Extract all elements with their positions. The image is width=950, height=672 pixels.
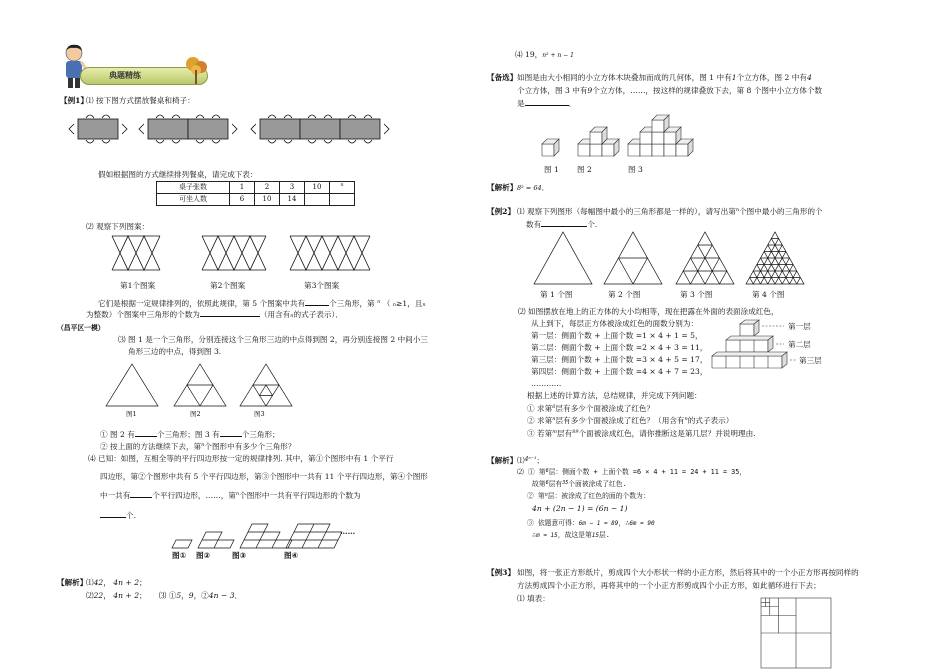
text: 为整数）个图案中三角形的个数为 xyxy=(86,310,200,319)
math: n² + n − 1 xyxy=(542,52,574,59)
math: 8² = 64 xyxy=(517,184,542,192)
math: 4ⁿ⁻¹ xyxy=(524,456,537,463)
subdivided-triangle xyxy=(604,232,662,284)
math: 4n + (2n − 1) = (6n − 1) xyxy=(532,504,628,513)
math: 1 xyxy=(731,73,737,82)
text: ③ 依题意可得： xyxy=(527,519,579,527)
text: 如图是由大小相同的小立方体木块叠加而成的几何体，图 1 中有 xyxy=(517,73,732,82)
math-var: n xyxy=(422,302,426,308)
example-1-q4-line2: 四边形，第②个图形中共有 5 个平行四边形，第③个图形中一共有 11 个平行四边形，第④个图形 xyxy=(100,472,428,481)
tri-caption: 图1 xyxy=(126,410,137,418)
table-row xyxy=(157,194,355,206)
text: ⑷ 19， xyxy=(515,50,543,59)
example-1-q2-line2 xyxy=(86,310,343,319)
text: 个图形中一共有平行四边形的个数为 xyxy=(239,491,361,500)
ex2-caption: 第 3 个图 xyxy=(680,290,713,299)
table-cell: 2 xyxy=(255,182,280,194)
stacked-cubes-figure xyxy=(538,108,698,160)
backup-label: 【备选】 xyxy=(487,73,518,82)
text: 是 xyxy=(517,99,525,108)
text: （ xyxy=(382,299,391,308)
para-caption: 图④ xyxy=(284,551,299,560)
subdivided-triangle xyxy=(746,232,804,284)
math: 9 xyxy=(188,591,194,600)
table-cell: n xyxy=(330,182,355,194)
example-1-question-2: ⑵ 观察下列图案： xyxy=(86,222,150,231)
text: ，且 xyxy=(407,299,423,308)
answer-label: 【解析】 xyxy=(57,578,88,587)
math-var: n xyxy=(290,313,294,319)
example-1-q3-line1: ⑶ 图 1 是一个三角形，分别连接这个三角形三边的中点得到图 2，再分别连接图 2 中间小三 xyxy=(118,335,428,344)
example-2-q2-line-1: ⑵ 如图摆放在地上的正方体的大小均相等，现在把露在外面的表面涂成红色， xyxy=(518,307,779,316)
text: 故第 xyxy=(532,480,546,488)
cube-caption: 图 3 xyxy=(628,165,643,174)
example-2-q2-sub-1 xyxy=(527,404,654,413)
text: 个三角形；图 3 有 xyxy=(156,430,220,439)
text: 个图形中有多少个三角形？ xyxy=(204,442,296,451)
math: 6m = 90 xyxy=(629,520,655,527)
layer-line: 第二层：侧面个数 + 上面个数 =2 × 4 + 3 = 11， xyxy=(531,343,708,352)
example-2-answer-5 xyxy=(532,504,627,513)
text: ； xyxy=(536,456,545,465)
subdivided-triangle xyxy=(534,232,592,284)
example-1-q2-line1 xyxy=(98,299,426,308)
example-3-line-3: ⑴ 填表： xyxy=(517,594,550,603)
example-2-q2-sub-3 xyxy=(527,429,756,438)
text: ， xyxy=(103,591,111,600)
text: ⑵ ① 第 xyxy=(517,468,546,476)
ex2-caption: 第 2 个图 xyxy=(608,290,641,299)
text: ⑴ xyxy=(86,578,94,587)
answer-line-1 xyxy=(86,578,147,587)
cube-caption: 图 1 xyxy=(544,165,559,174)
example-2-answer-6 xyxy=(527,519,655,528)
example-2-line-2 xyxy=(526,220,597,229)
example-1-q4-line4 xyxy=(100,511,136,520)
answer-blank xyxy=(135,436,157,437)
example-1-q4-line3 xyxy=(100,491,361,500)
text: ． xyxy=(234,591,243,600)
layer-ellipsis: ………… xyxy=(531,379,562,388)
text: ，② xyxy=(193,591,209,600)
source-label: （昌平区一模） xyxy=(57,324,105,332)
banner-title: 典题精练 xyxy=(109,71,141,80)
pattern-ellipsis: …… xyxy=(340,527,356,536)
layer-label: 第一层 xyxy=(788,322,811,331)
table-cell: 10 xyxy=(255,194,280,206)
ex2-caption: 第 4 个图 xyxy=(752,290,785,299)
example-2-q2-line-3: 根据上述的计算方法，总结规律，并完成下列问题： xyxy=(527,391,702,400)
table-chairs-figure xyxy=(64,108,390,152)
text: ② 按上面的方法继续下去，第 xyxy=(100,442,202,451)
math-var: n xyxy=(377,299,381,305)
text: ② 求第 xyxy=(527,416,553,425)
table-cell: 10 xyxy=(305,182,330,194)
table-cell xyxy=(330,194,355,206)
backup-line-2 xyxy=(517,86,822,95)
text: 个. xyxy=(126,511,137,520)
math: 6 xyxy=(545,468,549,474)
math: 4n + 2 xyxy=(113,578,140,587)
example-1-question-1: ⑴ 按下图方式摆放餐桌和椅子： xyxy=(86,96,195,105)
text: 个三角形； xyxy=(241,430,280,439)
math-var: n xyxy=(392,302,396,308)
example-2-answer-7 xyxy=(532,531,610,540)
text: 层：被涂成了红色的面的个数为： xyxy=(547,492,650,500)
para-caption: 图② xyxy=(196,551,211,560)
pattern-caption: 第1个图案 xyxy=(120,281,156,290)
midpoint-triangles-figure xyxy=(104,360,300,410)
answer-blank xyxy=(130,497,152,498)
pattern-caption: 第2个图案 xyxy=(210,281,246,290)
para-caption: 图③ xyxy=(232,551,247,560)
text: ∴ xyxy=(532,531,537,539)
text: 层有 xyxy=(548,480,563,488)
tri-caption: 图3 xyxy=(254,410,265,418)
text: 层. xyxy=(599,531,610,539)
tri-caption: 图2 xyxy=(190,410,201,418)
layer-line: 第一层：侧面个数 + 上面个数 =1 × 4 + 1 = 5， xyxy=(531,331,703,340)
example-2-answer-2 xyxy=(517,468,746,476)
math-var: n xyxy=(235,491,240,497)
top-answer xyxy=(515,50,574,60)
text: 个图中最小的三角形的个 xyxy=(739,207,823,216)
math: 4n − 3 xyxy=(208,591,235,600)
para-caption: 图① xyxy=(172,551,187,560)
math: 6 xyxy=(545,480,549,486)
text: 数有 xyxy=(526,220,542,229)
example-2-answer-3 xyxy=(532,480,627,488)
text: 层：侧面个数 + 上面个数 =6 × 4 + 11 = 24 + 11 = 35， xyxy=(548,468,747,476)
math: 15 xyxy=(591,532,599,539)
example-2-answer-1 xyxy=(517,456,544,465)
text: 个. xyxy=(587,220,598,229)
text: 个立方体，图 2 中有 xyxy=(736,73,807,82)
text: ； xyxy=(139,591,147,600)
text: ① 图 2 有 xyxy=(100,430,135,439)
text: ； xyxy=(139,578,147,587)
pattern-caption: 第3个图案 xyxy=(304,281,340,290)
autumn-tree-icon xyxy=(181,56,211,84)
table-cell: 1 xyxy=(230,182,255,194)
layer-label: 第二层 xyxy=(788,340,811,349)
text: ， xyxy=(103,578,111,587)
example-1-q3-sub1 xyxy=(100,430,280,439)
answer-line-2 xyxy=(86,591,242,600)
math: 5 xyxy=(176,591,182,600)
text: 个立方体，图 3 中有 xyxy=(517,86,588,95)
example-2-answer-4 xyxy=(527,492,650,500)
math: 6 xyxy=(552,404,556,410)
text: ⑴ 观察下列图形（每幅图中最小的三角形都是一样的），请写出第 xyxy=(517,207,736,216)
text: ③ 若第 xyxy=(527,429,553,438)
math: 4n + 2 xyxy=(113,591,140,600)
text: ⑶ ① xyxy=(158,591,177,600)
math: 35 xyxy=(562,480,569,486)
text: 个立方体，……，按这样的规律叠放下去，第 8 个图中小立方体个数 xyxy=(592,86,823,95)
section-banner xyxy=(80,67,208,85)
example-3-line-2: 方法剪成四个小正方形，再将其中的一个小正方形剪成四个小正方形，如此循环进行下去； xyxy=(517,581,821,590)
math-var: n xyxy=(552,416,556,422)
table-cell: 14 xyxy=(280,194,305,206)
triangle-patterns-figure xyxy=(110,234,380,274)
text: ，故这是第 xyxy=(557,531,592,539)
backup-answer-label: 【解析】 xyxy=(487,183,518,192)
answer-blank xyxy=(525,105,569,106)
math-var: n xyxy=(735,207,740,213)
subdivided-triangle xyxy=(676,232,734,284)
answer-blank xyxy=(305,305,329,306)
nested-squares-figure xyxy=(760,597,832,667)
example-3-label: 【例3】 xyxy=(487,568,516,577)
example-2-line-1 xyxy=(517,207,823,216)
table-row xyxy=(157,182,355,194)
table-cell xyxy=(305,194,330,206)
answer-blank xyxy=(220,436,242,437)
math: m = 15 xyxy=(536,532,558,539)
example-1-label: 【例1】 xyxy=(60,96,89,105)
text: ≥1 xyxy=(395,299,408,308)
text: 个面被涂成了红色. xyxy=(568,480,627,488)
math: 4 xyxy=(806,73,812,82)
text: 它们是根据一定规律排列的，依照此规律，第 5 个图案中共有 xyxy=(98,299,306,308)
text: ， xyxy=(181,591,189,600)
example-2-q2-line-2: 从上到下，每层正方体被涂成红色的面数分别为： xyxy=(531,319,699,328)
text: 的式子表示） xyxy=(687,416,734,425)
example-2-q2-sub-2 xyxy=(527,416,733,425)
text: 层有多少个面被涂成了红色？ xyxy=(555,404,655,413)
math-var: n xyxy=(544,492,548,498)
table-cell: 桌子张数 xyxy=(157,182,230,194)
answer-blank xyxy=(200,316,260,317)
math: 6m − 1 = 89 xyxy=(578,520,619,527)
example-1-question-1b: 假如根据图的方式继续排列餐桌，请完成下表： xyxy=(98,170,258,179)
text: 中一共有 xyxy=(100,491,131,500)
text: ，∴ xyxy=(618,519,630,527)
cube-caption: 图 2 xyxy=(577,165,592,174)
text: ① 求第 xyxy=(527,404,553,413)
example-1-q3-sub2 xyxy=(100,442,296,451)
answer-blank xyxy=(541,226,587,227)
math-var: m xyxy=(552,429,557,435)
text: 个面被涂成红色，请你推断这是第几层？并说明理由. xyxy=(578,429,756,438)
math: 9 xyxy=(587,86,593,95)
text: ． xyxy=(541,183,550,192)
ex2-caption: 第 1 个图 xyxy=(540,290,573,299)
text: 个平行四边形，……，第 xyxy=(152,491,236,500)
answer-blank xyxy=(100,517,126,518)
text: ⑴ xyxy=(517,456,525,465)
backup-line-1 xyxy=(517,73,812,82)
backup-answer xyxy=(517,183,549,192)
example-2-answer-label: 【解析】 xyxy=(487,456,518,465)
table-cell: 3 xyxy=(280,182,305,194)
math: 42 xyxy=(93,578,104,587)
math: 89 xyxy=(572,429,579,435)
subdivided-triangles-figure xyxy=(532,230,808,286)
example-3-line-1: 如图，将一张正方形纸片，剪成四个大小形状一样的小正方形，然后将其中的一个小正方形再按同样的 xyxy=(517,568,859,577)
text: ⑵ xyxy=(86,591,94,600)
math-var: n xyxy=(201,442,205,448)
math: 22 xyxy=(93,591,104,600)
table-cell: 6 xyxy=(230,194,255,206)
layer-label: 第三层 xyxy=(799,356,822,365)
text: 个三角形，第 xyxy=(329,299,375,308)
math-var: n xyxy=(684,416,688,422)
text: 的式子表示）． xyxy=(293,310,343,319)
text: ． xyxy=(568,99,577,108)
layer-line: 第四层：侧面个数 + 上面个数 =4 × 4 + 7 = 23， xyxy=(531,367,708,376)
text: ② 第 xyxy=(527,492,545,500)
example-2-label: 【例2】 xyxy=(487,207,516,216)
layer-line: 第三层：侧面个数 + 上面个数 =3 × 4 + 5 = 17， xyxy=(531,355,708,364)
text: （用含有 xyxy=(259,310,291,319)
text: 层有多少个面被涂成了红色？（用含有 xyxy=(555,416,685,425)
seating-table xyxy=(156,181,355,206)
table-cell: 可坐人数 xyxy=(157,194,230,206)
parallelogram-figure xyxy=(168,520,348,550)
text: 层有 xyxy=(556,429,573,438)
example-1-q3-line2: 角形三边的中点，得到图 3. xyxy=(128,347,222,356)
example-1-q4-line1: ⑷ 已知：如图，互相全等的平行四边形按一定的规律排列. 其中，第①个图形中有 1 个平行 xyxy=(88,454,394,463)
